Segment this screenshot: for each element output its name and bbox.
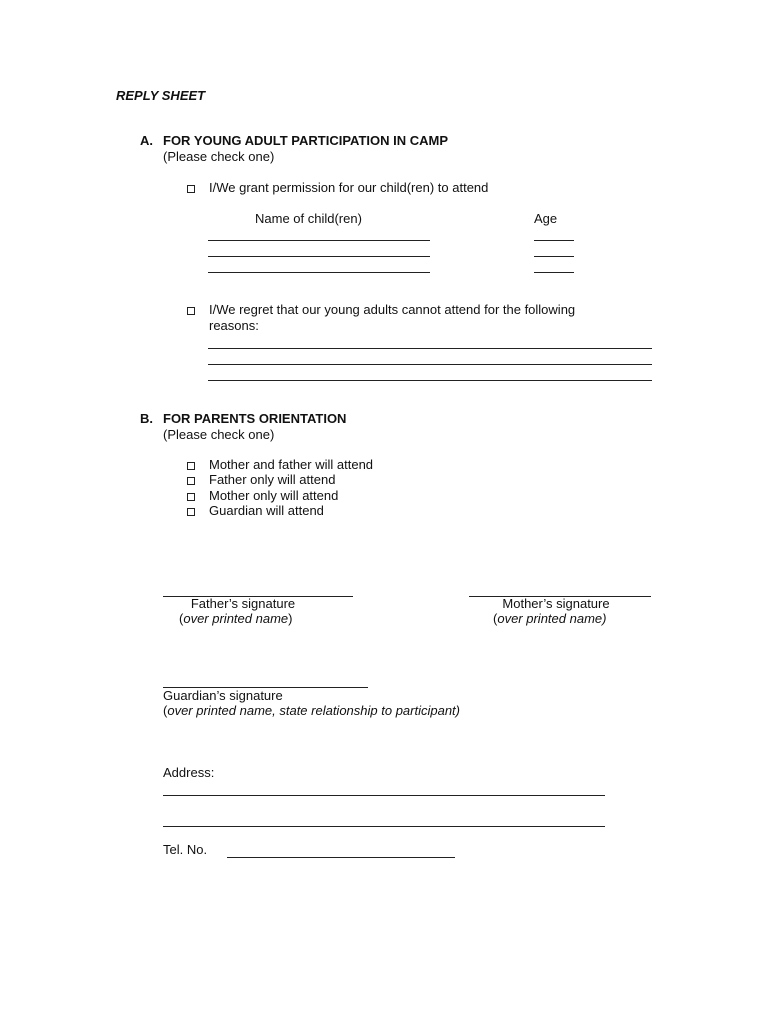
mother-note-text: over printed name) [497,611,607,626]
option-grant-permission: I/We grant permission for our child(ren) to attend [209,180,489,195]
reason-line-3[interactable] [208,380,652,381]
option-mother-only: Mother only will attend [209,488,339,503]
checkbox-mother-only[interactable] [187,493,195,501]
option-guardian: Guardian will attend [209,503,324,518]
mother-signature-note [493,611,606,627]
mother-signature-label: Mother’s signature [502,596,610,611]
section-a-marker: A. [140,133,153,148]
guardian-note-text: over printed name, state relationship to participant) [167,703,461,718]
address-line-1[interactable] [163,795,605,796]
option-cannot-attend-cont: reasons: [209,318,259,333]
father-paren-close: ) [288,611,293,626]
father-signature-label: Father’s signature [190,596,296,611]
age-line-1[interactable] [534,240,574,241]
father-paren-open: ( [179,611,184,626]
address-label: Address: [163,765,215,780]
checkbox-cannot-attend[interactable] [187,307,195,315]
child-name-line-1[interactable] [208,240,430,241]
address-line-2[interactable] [163,826,605,827]
checkbox-father-only[interactable] [187,477,195,485]
tel-line[interactable] [227,857,455,858]
column-header-age: Age [534,211,558,226]
child-name-line-3[interactable] [208,272,430,273]
guardian-signature-label: Guardian’s signature [163,688,283,703]
guardian-paren-open: ( [163,703,168,718]
guardian-signature-note [163,703,460,719]
section-b-heading: FOR PARENTS ORIENTATION [163,411,347,426]
age-line-3[interactable] [534,272,574,273]
reason-line-1[interactable] [208,348,652,349]
checkbox-grant-permission[interactable] [187,185,195,193]
section-a-heading: FOR YOUNG ADULT PARTICIPATION IN CAMP [163,133,449,148]
page-title: REPLY SHEET [116,88,206,103]
checkbox-guardian[interactable] [187,508,195,516]
child-name-line-2[interactable] [208,256,430,257]
section-b-instruction: (Please check one) [163,427,275,442]
section-a-instruction: (Please check one) [163,149,275,164]
father-signature-note [179,611,292,627]
option-father-only: Father only will attend [209,472,336,487]
checkbox-mother-and-father[interactable] [187,462,195,470]
section-b-marker: B. [140,411,153,426]
age-line-2[interactable] [534,256,574,257]
reason-line-2[interactable] [208,364,652,365]
column-header-child-name: Name of child(ren) [255,211,362,226]
option-mother-and-father: Mother and father will attend [209,457,374,472]
father-note-text: over printed name [183,611,289,626]
mother-paren-open: ( [493,611,498,626]
tel-label: Tel. No. [163,842,208,857]
option-cannot-attend: I/We regret that our young adults cannot attend for the following [209,302,576,317]
